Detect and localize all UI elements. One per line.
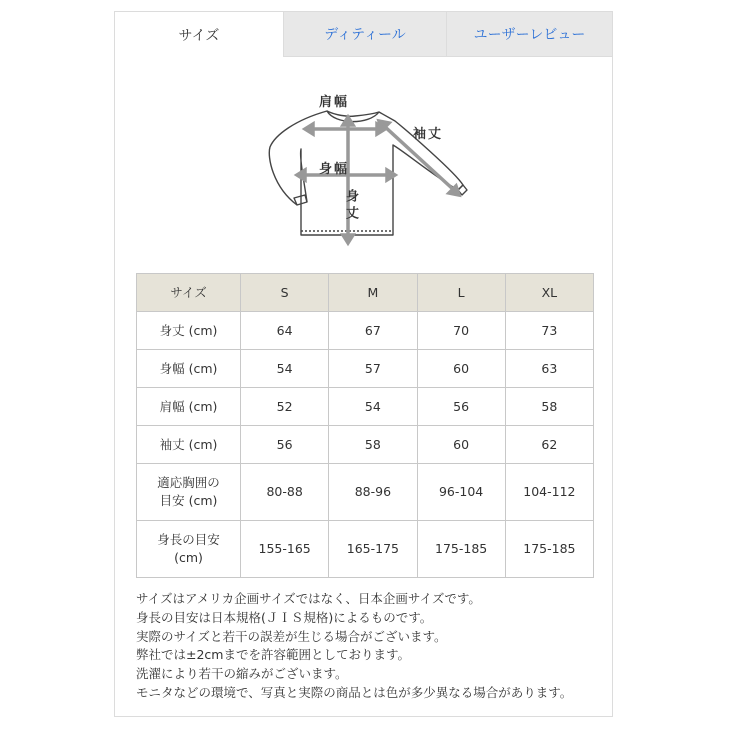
table-row	[137, 312, 594, 350]
note-line: 身長の目安は日本規格(ＪＩＳ規格)によるものです。	[136, 609, 433, 625]
shoulder-width-label: 肩幅	[319, 95, 350, 110]
table-cell: 57	[329, 350, 417, 388]
size-guide-panel	[114, 11, 613, 717]
tab-details[interactable]: ディティール	[283, 12, 446, 57]
body-length-label: 身丈	[343, 189, 358, 223]
row-label: 身幅 (cm)	[137, 350, 241, 388]
table-cell: 175-185	[505, 521, 593, 578]
table-cell: 155-165	[241, 521, 329, 578]
table-cell: 96-104	[417, 464, 505, 521]
row-label-line: 適応胸囲の	[157, 475, 220, 490]
shirt-illustration	[265, 87, 475, 252]
header-size: サイズ	[137, 274, 241, 312]
row-label	[137, 464, 241, 521]
tab-size[interactable]: サイズ	[115, 12, 283, 57]
table-header-row	[137, 274, 594, 312]
row-label	[137, 521, 241, 578]
table-cell: 70	[417, 312, 505, 350]
size-notes	[136, 590, 606, 703]
row-label-line: 身長の目安	[157, 532, 220, 547]
sleeve-length-label: 袖丈	[413, 127, 444, 142]
note-line: 実際のサイズと若干の誤差が生じる場合がございます。	[136, 628, 447, 644]
size-table	[136, 273, 594, 578]
row-label-line: 目安 (cm)	[159, 493, 218, 508]
garment-measurement-diagram	[265, 87, 475, 252]
table-cell: 54	[329, 388, 417, 426]
table-cell: 88-96	[329, 464, 417, 521]
table-row	[137, 464, 594, 521]
note-line: サイズはアメリカ企画サイズではなく、日本企画サイズです。	[136, 591, 481, 606]
table-cell: 104-112	[505, 464, 593, 521]
tab-bar	[115, 12, 612, 57]
table-cell: 73	[505, 312, 593, 350]
table-cell: 63	[505, 350, 593, 388]
table-row	[137, 388, 594, 426]
table-cell: 64	[241, 312, 329, 350]
table-cell: 67	[329, 312, 417, 350]
header-m: M	[329, 274, 417, 312]
body-width-label: 身幅	[319, 162, 350, 177]
note-line: 弊社では±2cmまでを許容範囲としております。	[136, 647, 410, 663]
table-row	[137, 350, 594, 388]
note-line: モニタなどの環境で、写真と実際の商品とは色が多少異なる場合があります。	[136, 684, 573, 700]
row-label: 身丈 (cm)	[137, 312, 241, 350]
table-cell: 62	[505, 426, 593, 464]
header-l: L	[417, 274, 505, 312]
header-xl: XL	[505, 274, 593, 312]
table-cell: 60	[417, 350, 505, 388]
tab-user-reviews[interactable]: ユーザーレビュー	[446, 12, 612, 57]
table-cell: 56	[417, 388, 505, 426]
table-cell: 60	[417, 426, 505, 464]
header-s: S	[241, 274, 329, 312]
row-label-line: (cm)	[174, 550, 203, 565]
row-label: 肩幅 (cm)	[137, 388, 241, 426]
table-cell: 56	[241, 426, 329, 464]
table-cell: 52	[241, 388, 329, 426]
row-label: 袖丈 (cm)	[137, 426, 241, 464]
table-row	[137, 521, 594, 578]
note-line: 洗濯により若干の縮みがございます。	[136, 666, 348, 682]
table-cell: 58	[505, 388, 593, 426]
table-cell: 80-88	[241, 464, 329, 521]
table-cell: 175-185	[417, 521, 505, 578]
table-cell: 54	[241, 350, 329, 388]
table-cell: 58	[329, 426, 417, 464]
table-row	[137, 426, 594, 464]
table-cell: 165-175	[329, 521, 417, 578]
